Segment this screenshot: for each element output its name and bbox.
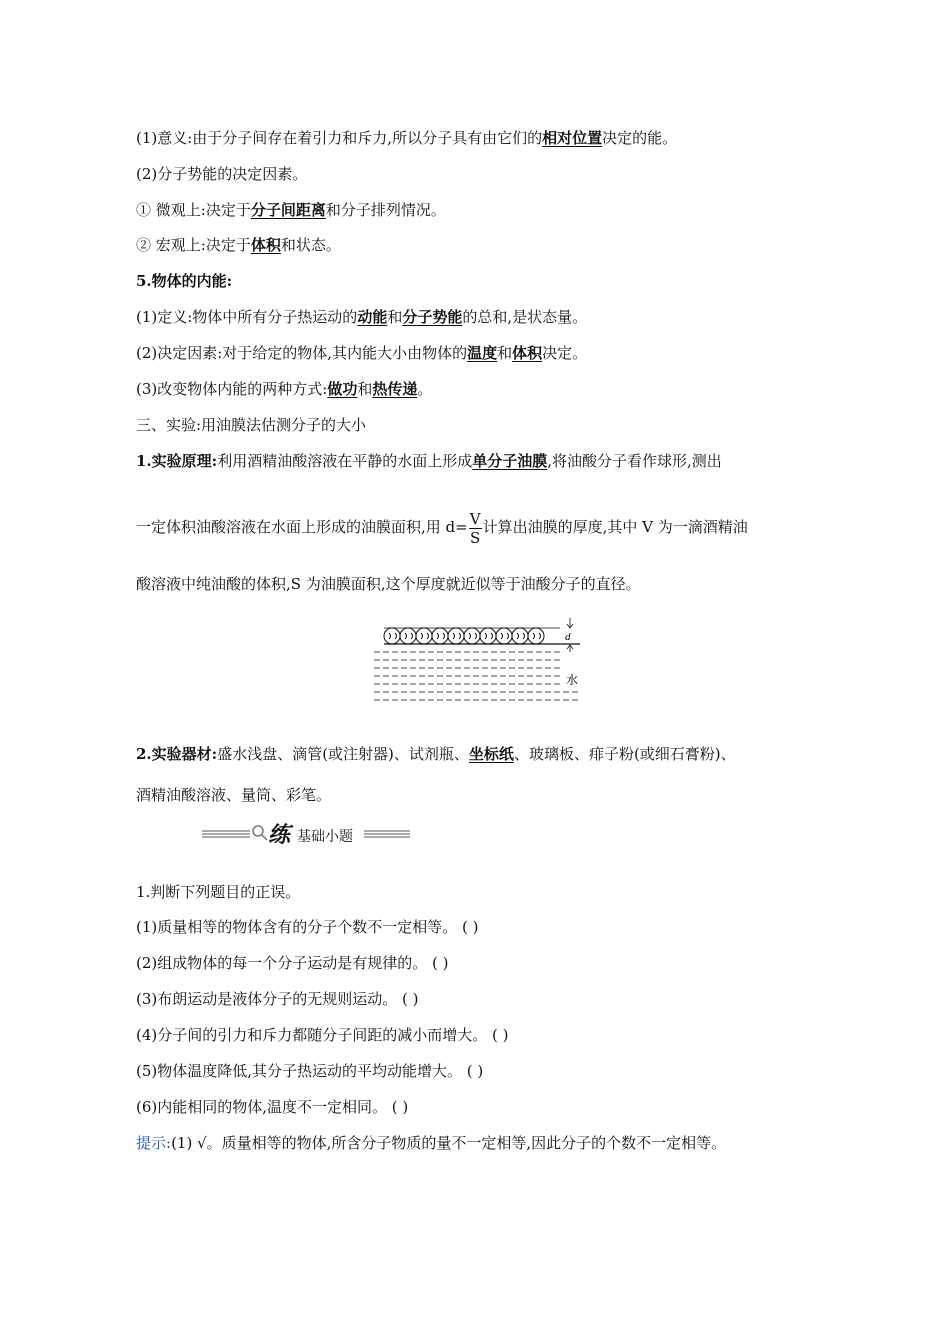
question-item-6: (6)内能相同的物体,温度不一定相同。 ( )	[136, 1098, 409, 1116]
question-item-3: (3)布朗运动是液体分子的无规则运动。 ( )	[136, 990, 419, 1008]
text-line-microscopic: ① 微观上:决定于分子间距离和分子排列情况。	[136, 201, 446, 219]
question-item-2: (2)组成物体的每一个分子运动是有规律的。 ( )	[136, 954, 449, 972]
text-line-potential-factors: (2)分子势能的决定因素。	[136, 165, 308, 183]
text-line-change-methods: (3)改变物体内能的两种方式:做功和热传递。	[136, 380, 433, 398]
hint-label: 提示:	[136, 1134, 172, 1152]
question-item-4: (4)分子间的引力和斥力都随分子间距的减小而增大。 ( )	[136, 1026, 509, 1044]
text-line-internal-definition: (1)定义:物体中所有分子热运动的动能和分子势能的总和,是状态量。	[136, 308, 588, 326]
question-item-5: (5)物体温度降低,其分子热运动的平均动能增大。 ( )	[136, 1062, 484, 1080]
question-item-1: (1)质量相等的物体含有的分子个数不一定相等。 ( )	[136, 918, 479, 936]
practice-banner-title: 基础小题	[297, 829, 353, 845]
text-line-volume-explanation: 酸溶液中纯油酸的体积,S 为油膜面积,这个厚度就近似等于油酸分子的直径。	[136, 575, 641, 593]
text-line-internal-factors: (2)决定因素:对于给定的物体,其内能大小由物体的温度和体积决定。	[136, 344, 588, 362]
practice-icon-char: 练	[268, 822, 291, 848]
text-line-macroscopic: ② 宏观上:决定于体积和状态。	[136, 236, 341, 254]
practice-banner	[200, 820, 420, 850]
section-heading-experiment: 三、实验:用油膜法估测分子的大小	[136, 416, 367, 434]
section-heading-internal-energy: 5.物体的内能:	[136, 272, 233, 290]
fraction-v-over-s: $\frac{V}{S}$	[469, 509, 481, 547]
oil-film-diagram	[370, 618, 585, 708]
text-line-principle: 1.实验原理:利用酒精油酸溶液在平静的水面上形成单分子油膜,将油酸分子看作球形,测出	[136, 452, 722, 470]
water-lines	[374, 652, 580, 700]
hint-line: 提示:(1) √。质量相等的物体,所含分子物质的量不一定相等,因此分子的个数不一定相等。	[136, 1134, 727, 1152]
label-water: 水	[566, 673, 579, 687]
text-line-equipment-cont: 酒精油酸溶液、量筒、彩笔。	[136, 786, 332, 804]
oil-molecules	[384, 628, 544, 644]
question-intro: 1.判断下列题目的正误。	[136, 883, 301, 901]
magnifier-icon	[253, 826, 267, 840]
text-line-potential-meaning: (1)意义:由于分子间存在着引力和斥力,所以分子具有由它们的相对位置决定的能。	[136, 129, 678, 147]
label-d: d	[565, 631, 571, 643]
text-line-equipment: 2.实验器材:盛水浅盘、滴管(或注射器)、试剂瓶、坐标纸、玻璃板、痱子粉(或细石膏粉)、	[136, 745, 736, 763]
text-line-formula: 一定体积油酸溶液在水面上形成的油膜面积,用 d= $\frac{V}{S}$ 计算出油膜的厚度,其中 V 为一滴酒精油	[136, 509, 748, 547]
